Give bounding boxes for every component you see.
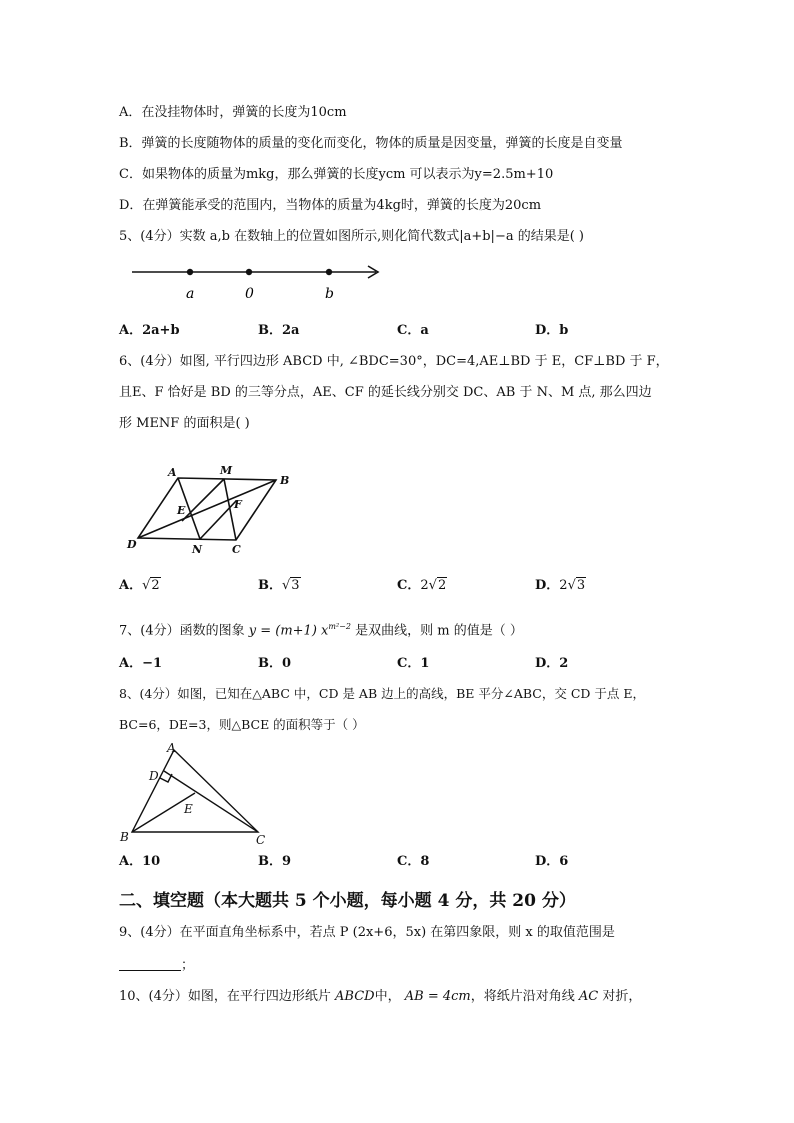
q8-option-a: A．10	[119, 854, 161, 869]
q9-tail: ；	[181, 958, 195, 973]
fig6-label-e: E	[177, 504, 186, 517]
point-b	[326, 269, 332, 275]
q6-option-d: D．2√3	[535, 578, 586, 593]
segment-me	[182, 479, 224, 521]
q4-option-d: D．在弹簧能承受的范围内，当物体的质量为4kg时，弹簧的长度为20cm	[119, 198, 542, 213]
q7-option-a: A．−1	[119, 656, 163, 671]
q6-option-b: B．√3	[258, 578, 300, 593]
section-2-heading: 二、填空题（本大题共 5 个小题，每小题 4 分，共 20 分）	[119, 891, 576, 911]
fig6-label-m: M	[220, 464, 233, 477]
q7-formula: y = (m+1) x	[248, 623, 329, 639]
fig6-label-f: F	[234, 498, 242, 511]
sqrt-symbol: √3	[567, 578, 586, 593]
segment-nf	[200, 501, 236, 539]
q6-stem-line2: 且E、F 恰好是 BD 的三等分点，AE、CF 的延长线分别交 DC、AB 于 N、M 点, 那么四边	[119, 385, 652, 400]
q5-option-d: D．b	[535, 323, 569, 338]
q8-stem-line2: BC=6，DE=3，则△BCE 的面积等于（ ）	[119, 717, 365, 732]
q4-option-c: C．如果物体的质量为mkg，那么弹簧的长度ycm 可以表示为y=2.5m+10	[119, 167, 554, 182]
point-a	[187, 269, 193, 275]
q10-mid2: ，将纸片沿对角线	[470, 989, 575, 1004]
q6-parallelogram-figure	[122, 462, 302, 562]
q6-option-c: C．2√2	[397, 578, 447, 593]
q5-stem: 5、(4分）实数 a,b 在数轴上的位置如图所示,则化简代数式|a+b|−a 的结果是( )	[119, 229, 584, 244]
q7-suffix: 是双曲线，则 m 的值是（ ）	[355, 623, 523, 639]
q8-option-d: D．6	[535, 854, 569, 869]
q9-answer-line	[119, 957, 194, 975]
q4-option-a: A．在没挂物体时，弹簧的长度为10cm	[119, 105, 347, 120]
label-zero: 0	[245, 286, 254, 302]
fig8-label-a: A	[167, 741, 176, 755]
fig6-label-b: B	[280, 474, 290, 487]
q6-option-a: A．√2	[119, 578, 160, 593]
sqrt-symbol: √2	[142, 578, 160, 593]
q5-option-c: C．a	[397, 323, 429, 338]
q8-stem-line1: 8、(4分）如图，已知在△ABC 中，CD 是 AB 边上的高线，BE 平分∠ABC，交 CD 于点 E，	[119, 686, 645, 701]
label-b: b	[325, 286, 334, 302]
q7-option-c: C．1	[397, 656, 430, 671]
diagonal-bd	[138, 480, 276, 538]
fig8-label-b: B	[120, 830, 129, 844]
q7-exponent: m²−2	[328, 622, 351, 631]
q8-option-c: C．8	[397, 854, 430, 869]
fig8-label-c: C	[256, 833, 266, 846]
fig6-label-a: A	[168, 466, 177, 479]
q10-ab-length: AB = 4cm	[404, 989, 471, 1004]
q7-option-b: B．0	[258, 656, 292, 671]
sqrt-symbol: √3	[282, 578, 300, 593]
q5-option-a: A．2a+b	[119, 323, 180, 338]
label-a: a	[186, 286, 195, 302]
q7-prefix: 7、(4分）函数的图象	[119, 623, 245, 639]
fig8-label-e: E	[184, 802, 193, 816]
fig8-label-d: D	[149, 769, 159, 783]
q4-option-b: B．弹簧的长度随物体的质量的变化而变化，物体的质量是因变量，弹簧的长度是自变量	[119, 136, 623, 151]
q8-option-b: B．9	[258, 854, 292, 869]
altitude-cd	[164, 771, 258, 832]
q10-ac: AC	[578, 989, 599, 1004]
fig6-label-d: D	[127, 538, 137, 551]
q6-stem-line1: 6、(4分）如图, 平行四边形 ABCD 中, ∠BDC=30°，DC=4,AE⊥BD 于 E，CF⊥BD 于 F，	[119, 354, 669, 369]
q6-stem-line3: 形 MENF 的面积是( )	[119, 416, 250, 431]
q8-triangle-figure	[116, 740, 276, 846]
q7-option-d: D．2	[535, 656, 569, 671]
fig6-label-n: N	[192, 543, 203, 556]
q5-number-line-figure	[128, 258, 388, 306]
q10-mid: 中，	[374, 989, 401, 1004]
q5-option-b: B．2a	[258, 323, 300, 338]
q10-suffix: 对折，	[602, 989, 642, 1004]
q10-prefix: 10、(4分）如图，在平行四边形纸片	[119, 989, 331, 1004]
q9-answer-blank[interactable]	[119, 958, 181, 971]
sqrt-symbol: √2	[428, 578, 447, 593]
q10-abcd: ABCD	[335, 989, 375, 1004]
q9-stem: 9、(4分）在平面直角坐标系中，若点 P (2x+6，5x) 在第四象限，则 x 的取值范围是	[119, 925, 615, 940]
q7-stem	[119, 618, 523, 640]
q10-stem	[119, 988, 641, 1006]
fig6-label-c: C	[232, 543, 241, 556]
point-zero	[246, 269, 252, 275]
